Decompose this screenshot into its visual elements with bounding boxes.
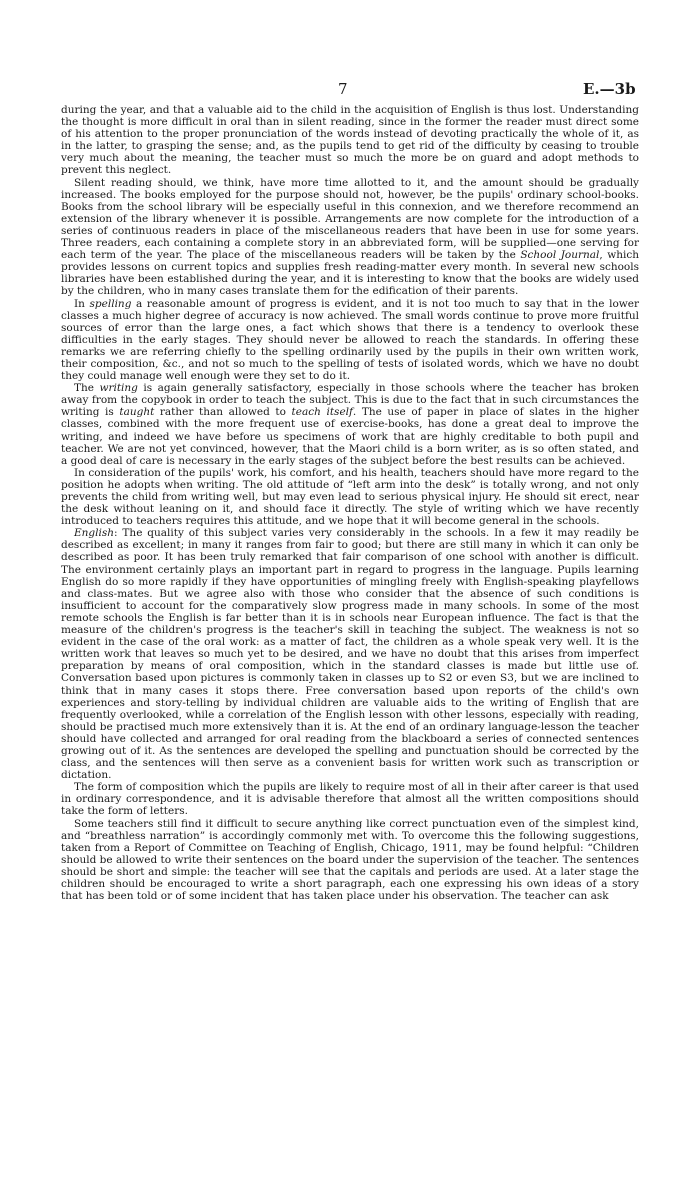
paragraph-spelling: In spelling a reasonable amount of progress is evident, and it is not too much to say that in the lower classes a much higher degree of accuracy is now achieved. The small words continue to prove more fruitful sources of error than the large ones, a fact which shows that there is a tendency to overlook these difficulties in the early stages. They should never be allowed to reach the standards. In offering these remarks we are referring chiefly to the spelling ordinarily used by the pupils in their own written work, their composition, &c., and not so much to the spelling of tests of isolated words, which we have no doubt they could manage well enough were they set to do it. bbox=[61, 297, 639, 383]
paragraph-composition: The form of composition which the pupils are likely to require most of all in their after career is that used in ordinary correspondence, and it is advisable therefore that almost all the written compositions should take the form of letters. bbox=[61, 781, 639, 818]
paragraph-writing-posture: In consideration of the pupils' work, his comfort, and his health, teachers should have more regard to the position he adopts when writing. The old attitude of “left arm into the desk” is totally wrong, and not only prevents the child from writing well, but may even lead to serious physical injury. He should sit erect, near the desk without leaning on it, and should face it directly. The style of writing which we have recently introduced to teachers requires this attitude, and we hope that it will become general in the schools. bbox=[61, 466, 639, 528]
page-header bbox=[0, 80, 700, 100]
paragraph-punctuation: Some teachers still find it difficult to secure anything like correct punctuation even of the simplest kind, and “breathless narration” is accordingly commonly met with. To overcome this the following suggestions, taken from a Report of Committee on Teaching of English, Chicago, 1911, may be found helpful: “Children should be allowed to write their sentences on the board under the supervision of the teacher. The sentences should be short and simple: the teacher will see that the capitals and periods are used. At a later stage the children should be encouraged to write a short paragraph, each one expressing his own ideas of a story that has been told or of some incident that has taken place under his observation. The teacher can ask bbox=[61, 817, 639, 903]
page-number: 7 bbox=[338, 80, 348, 98]
body-text bbox=[61, 104, 639, 902]
paragraph-reading-continued: during the year, and that a valuable aid to the child in the acquisition of English is thus lost. Understanding the thought is more difficult in oral than in silent reading, since in the former the reader must direct some of his attention to the proper pronunciation of the words instead of devoting practically the whole of it, as in the latter, to grasping the sense; and, as the pupils tend to get rid of the difficulty by ceasing to trouble very much about the meaning, the teacher must so much the more be on guard and adopt methods to prevent this neglect. bbox=[61, 104, 639, 177]
paragraph-english: English: The quality of this subject varies very considerably in the schools. In a few it may readily be described as excellent; in many it ranges from fair to good; but there are still many in which it can only be described as poor. It has been truly remarked that fair comparison of one school with another is difficult. The environment certainly plays an important part in regard to progress in the language. Pupils learning English do so more rapidly if they have opportunities of mingling freely with English-speaking playfellows and class-mates. But we agree also with those who consider that the absence of such conditions is insufficient to account for the comparatively slow progress made in many schools. In some of the most remote schools the English is far better than it is in schools near European influence. The fact is that the measure of the children's progress is the teacher's skill in teaching the subject. The weakness is not so evident in the case of the oral work: as a matter of fact, the children as a whole speak very well. It is the written work that leaves so much yet to be desired, and we have no doubt that this arises from imperfect preparation by means of oral composition, which in the standard classes is made but little use of. Conversation based upon pictures is commonly taken in classes up to S2 or even S3, but we are inclined to think that in many cases it stops there. Free conversation based upon reports of the child's own experiences and story-telling by individual children are valuable aids to the writing of English that are frequently overlooked, while a correlation of the English lesson with other lessons, especially with reading, should be practised much more extensively than it is. At the end of an ordinary language-lesson the teacher should have collected and arranged for oral reading from the blackboard a series of connected sentences growing out of it. As the sentences are developed the spelling and punctuation should be corrected by the class, and the sentences will then serve as a convenient basis for written work such as transcription or dictation. bbox=[61, 527, 639, 782]
paragraph-writing: The writing is again generally satisfactory, especially in those schools where the teacher has broken away from the copybook in order to teach the subject. This is due to the fact that in such circumstances the writing is taught rather than allowed to teach itself. The use of paper in place of slates in the higher classes, combined with the more frequent use of exercise-books, has done a great deal to improve the writing, and indeed we have before us specimens of work that are highly creditable to both pupil and teacher. We are not yet convinced, however, that the Maori child is a born writer, as is so often stated, and a good deal of care is necessary in the early stages of the subject before the best results can be achieved. bbox=[61, 382, 639, 467]
paragraph-silent-reading: Silent reading should, we think, have more time allotted to it, and the amount should be gradually increased. The books employed for the purpose should not, however, be the pupils' ordinary school-books. Books from the school library will be especially useful in this connexion, and we therefore recommend an extension of the library whenever it is possible. Arrangements are now complete for the introduction of a series of continuous readers in place of the miscellaneous readers that have been in use for some years. Three readers, each containing a complete story in an abbreviated form, will be supplied—one serving for each term of the year. The place of the miscellaneous readers will be taken by the School Journal, which provides lessons on current topics and supplies fresh reading-matter every month. In several new schools libraries have been established during the year, and it is interesting to know that the books are widely used by the children, who in many cases translate them for the edification of their parents. bbox=[61, 176, 639, 298]
document-reference: E.—3b bbox=[583, 80, 636, 98]
